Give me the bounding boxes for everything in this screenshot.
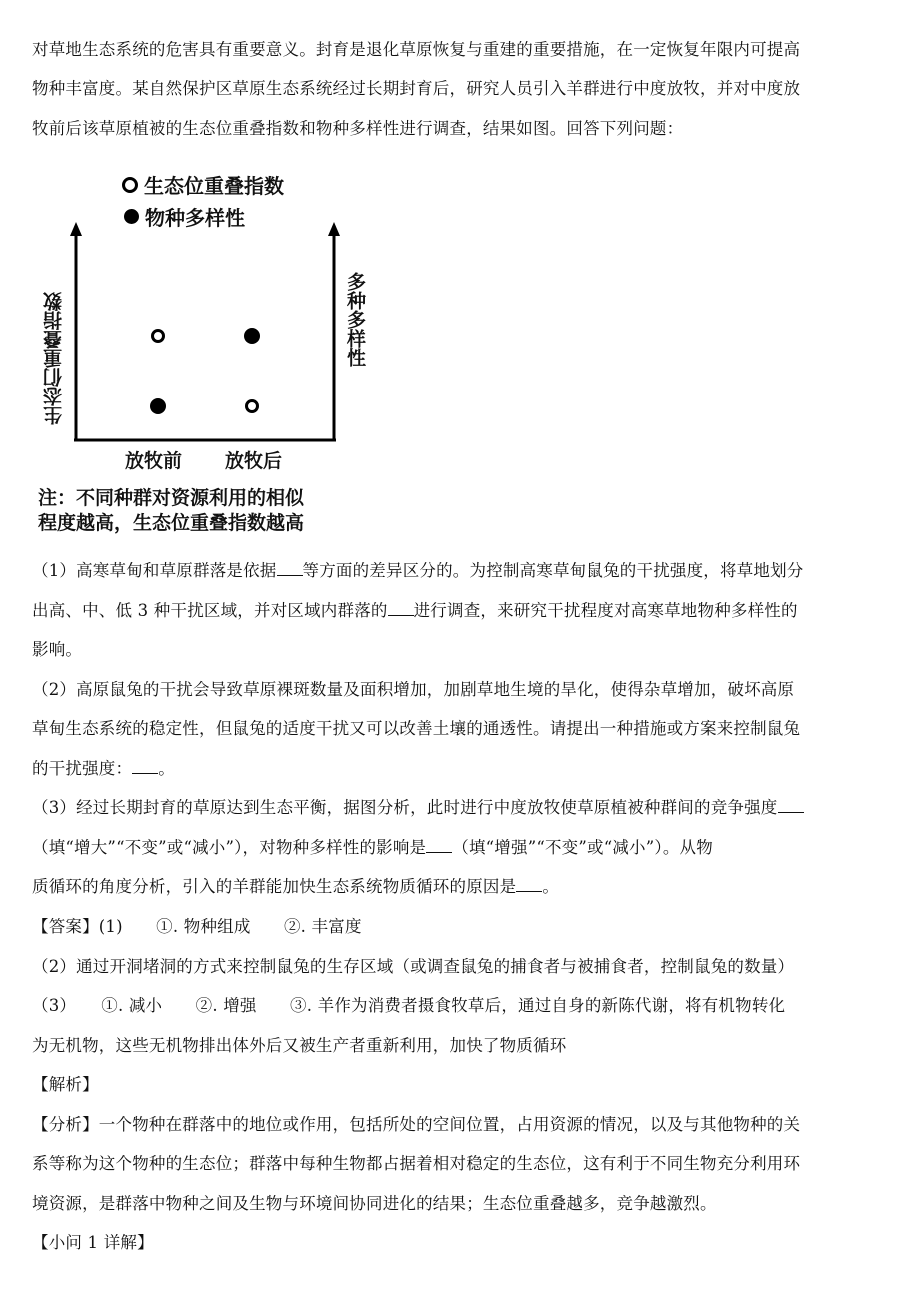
answer-blank [388,601,414,616]
answer-line-3: （3） ①. 减小 ②. 增强 ③. 羊作为消费者摄食牧草后，通过自身的新陈代谢，将有机物转化 [32,996,786,1015]
right-axis-label: 多种多样性 [344,272,366,367]
answer-line-1: 【答案】(1) ①. 物种组成 ②. 丰富度 [32,917,362,936]
overlap-index-point-0 [153,331,164,342]
left-axis-label: 生态们重叠指数 [43,292,65,425]
q3-text-e: 。 [542,877,560,896]
question-2-line-3 [32,750,872,787]
question-1-line-2 [32,592,872,629]
answer-line-2: （2）通过开洞堵洞的方式来控制鼠兔的生存区域（或调查鼠兔的捕食者与被捕食者，控制鼠兔的数量） [32,957,795,976]
question-1-line-1 [32,552,872,589]
answer-blank [426,838,452,853]
answer-blank [516,877,542,892]
figure [30,160,370,540]
legend-filled-label: 物种多样性 [145,206,245,230]
question-2-line-1: （2）高原鼠兔的干扰会导致草原裸斑数量及面积增加，加剧草地生境的旱化，使得杂草增加，破坏高原 [32,680,795,699]
q3-text-c: （填“增强”“不变”或“减小”）。从物 [452,838,713,857]
legend-open [122,170,284,199]
figure-note-line-1: 注：不同种群对资源利用的相似 [38,487,305,509]
x-label-after: 放牧后 [225,450,283,472]
analysis-line-2: 系等称为这个物种的生态位；群落中每种生物都占据着相对稳定的生态位，这有利于不同生物充分利用环 [32,1154,801,1173]
answer-line-4: 为无机物，这些无机物排出体外后又被生产者重新利用，加快了物质循环 [32,1036,567,1055]
diversity-point-1 [244,328,260,344]
right-axis-arrow [328,222,340,236]
intro-line-3: 牧前后该草原植被的生态位重叠指数和物种多样性进行调查，结果如图。回答下列问题： [32,119,684,138]
q3-text-a: （3）经过长期封育的草原达到生态平衡，据图分析，此时进行中度放牧使草原植被种群间的竞争强度 [32,798,778,817]
q3-text-d: 质循环的角度分析，引入的羊群能加快生态系统物质循环的原因是 [32,877,517,896]
q1-text-a: （1）高寒草甸和草原群落是依据 [32,561,277,580]
diversity-point-0 [150,398,166,414]
q1-text-b: 等方面的差异区分的。为控制高寒草甸鼠兔的干扰强度，将草地划分 [302,561,804,580]
answer-blank [778,798,804,813]
question-3-line-1 [32,789,872,826]
answer-blank [132,759,158,774]
analysis-line-1: 【分析】一个物种在群落中的地位或作用，包括所处的空间位置，占用资源的情况，以及与其他物种的关 [32,1115,801,1134]
left-axis-arrow [70,222,82,236]
intro-line-2: 物种丰富度。某自然保护区草原生态系统经过长期封育后，研究人员引入羊群进行中度放牧，并对中度放 [32,79,801,98]
analysis-line-3: 境资源，是群落中物种之间及生物与环境间协同进化的结果；生态位重叠越多，竞争越激烈。 [32,1194,717,1213]
chart-axes [30,220,370,520]
question-2-line-2: 草甸生态系统的稳定性，但鼠兔的适度干扰又可以改善土壤的通透性。请提出一种措施或方案来控制鼠兔 [32,719,801,738]
q2-text-d: 。 [158,759,175,778]
q1-text-c: 出高、中、低 3 种干扰区域，并对区域内群落的 [32,601,388,620]
question-3-line-2 [32,829,872,866]
answer-blank [277,561,303,576]
legend-open-label: 生态位重叠指数 [144,174,284,198]
x-label-before: 放牧前 [125,450,183,472]
open-circle-icon [122,177,138,193]
q1-text-d: 进行调查，来研究干扰程度对高寒草地物种多样性的 [413,601,798,620]
overlap-index-point-1 [247,401,258,412]
analysis-header: 【解析】 [32,1075,99,1094]
question-1-line-3: 影响。 [32,640,83,659]
detail-header: 【小问 1 详解】 [32,1233,154,1252]
data-points [150,328,260,414]
figure-note-line-2: 程度越高，生态位重叠指数越高 [38,512,305,534]
question-3-line-3 [32,868,872,905]
q2-text-c: 的干扰强度： [32,759,133,778]
q3-text-b: （填“增大”“不变”或“减小”），对物种多样性的影响是 [32,838,427,857]
intro-line-1: 对草地生态系统的危害具有重要意义。封育是退化草原恢复与重建的重要措施，在一定恢复年限内可提高 [32,40,801,59]
